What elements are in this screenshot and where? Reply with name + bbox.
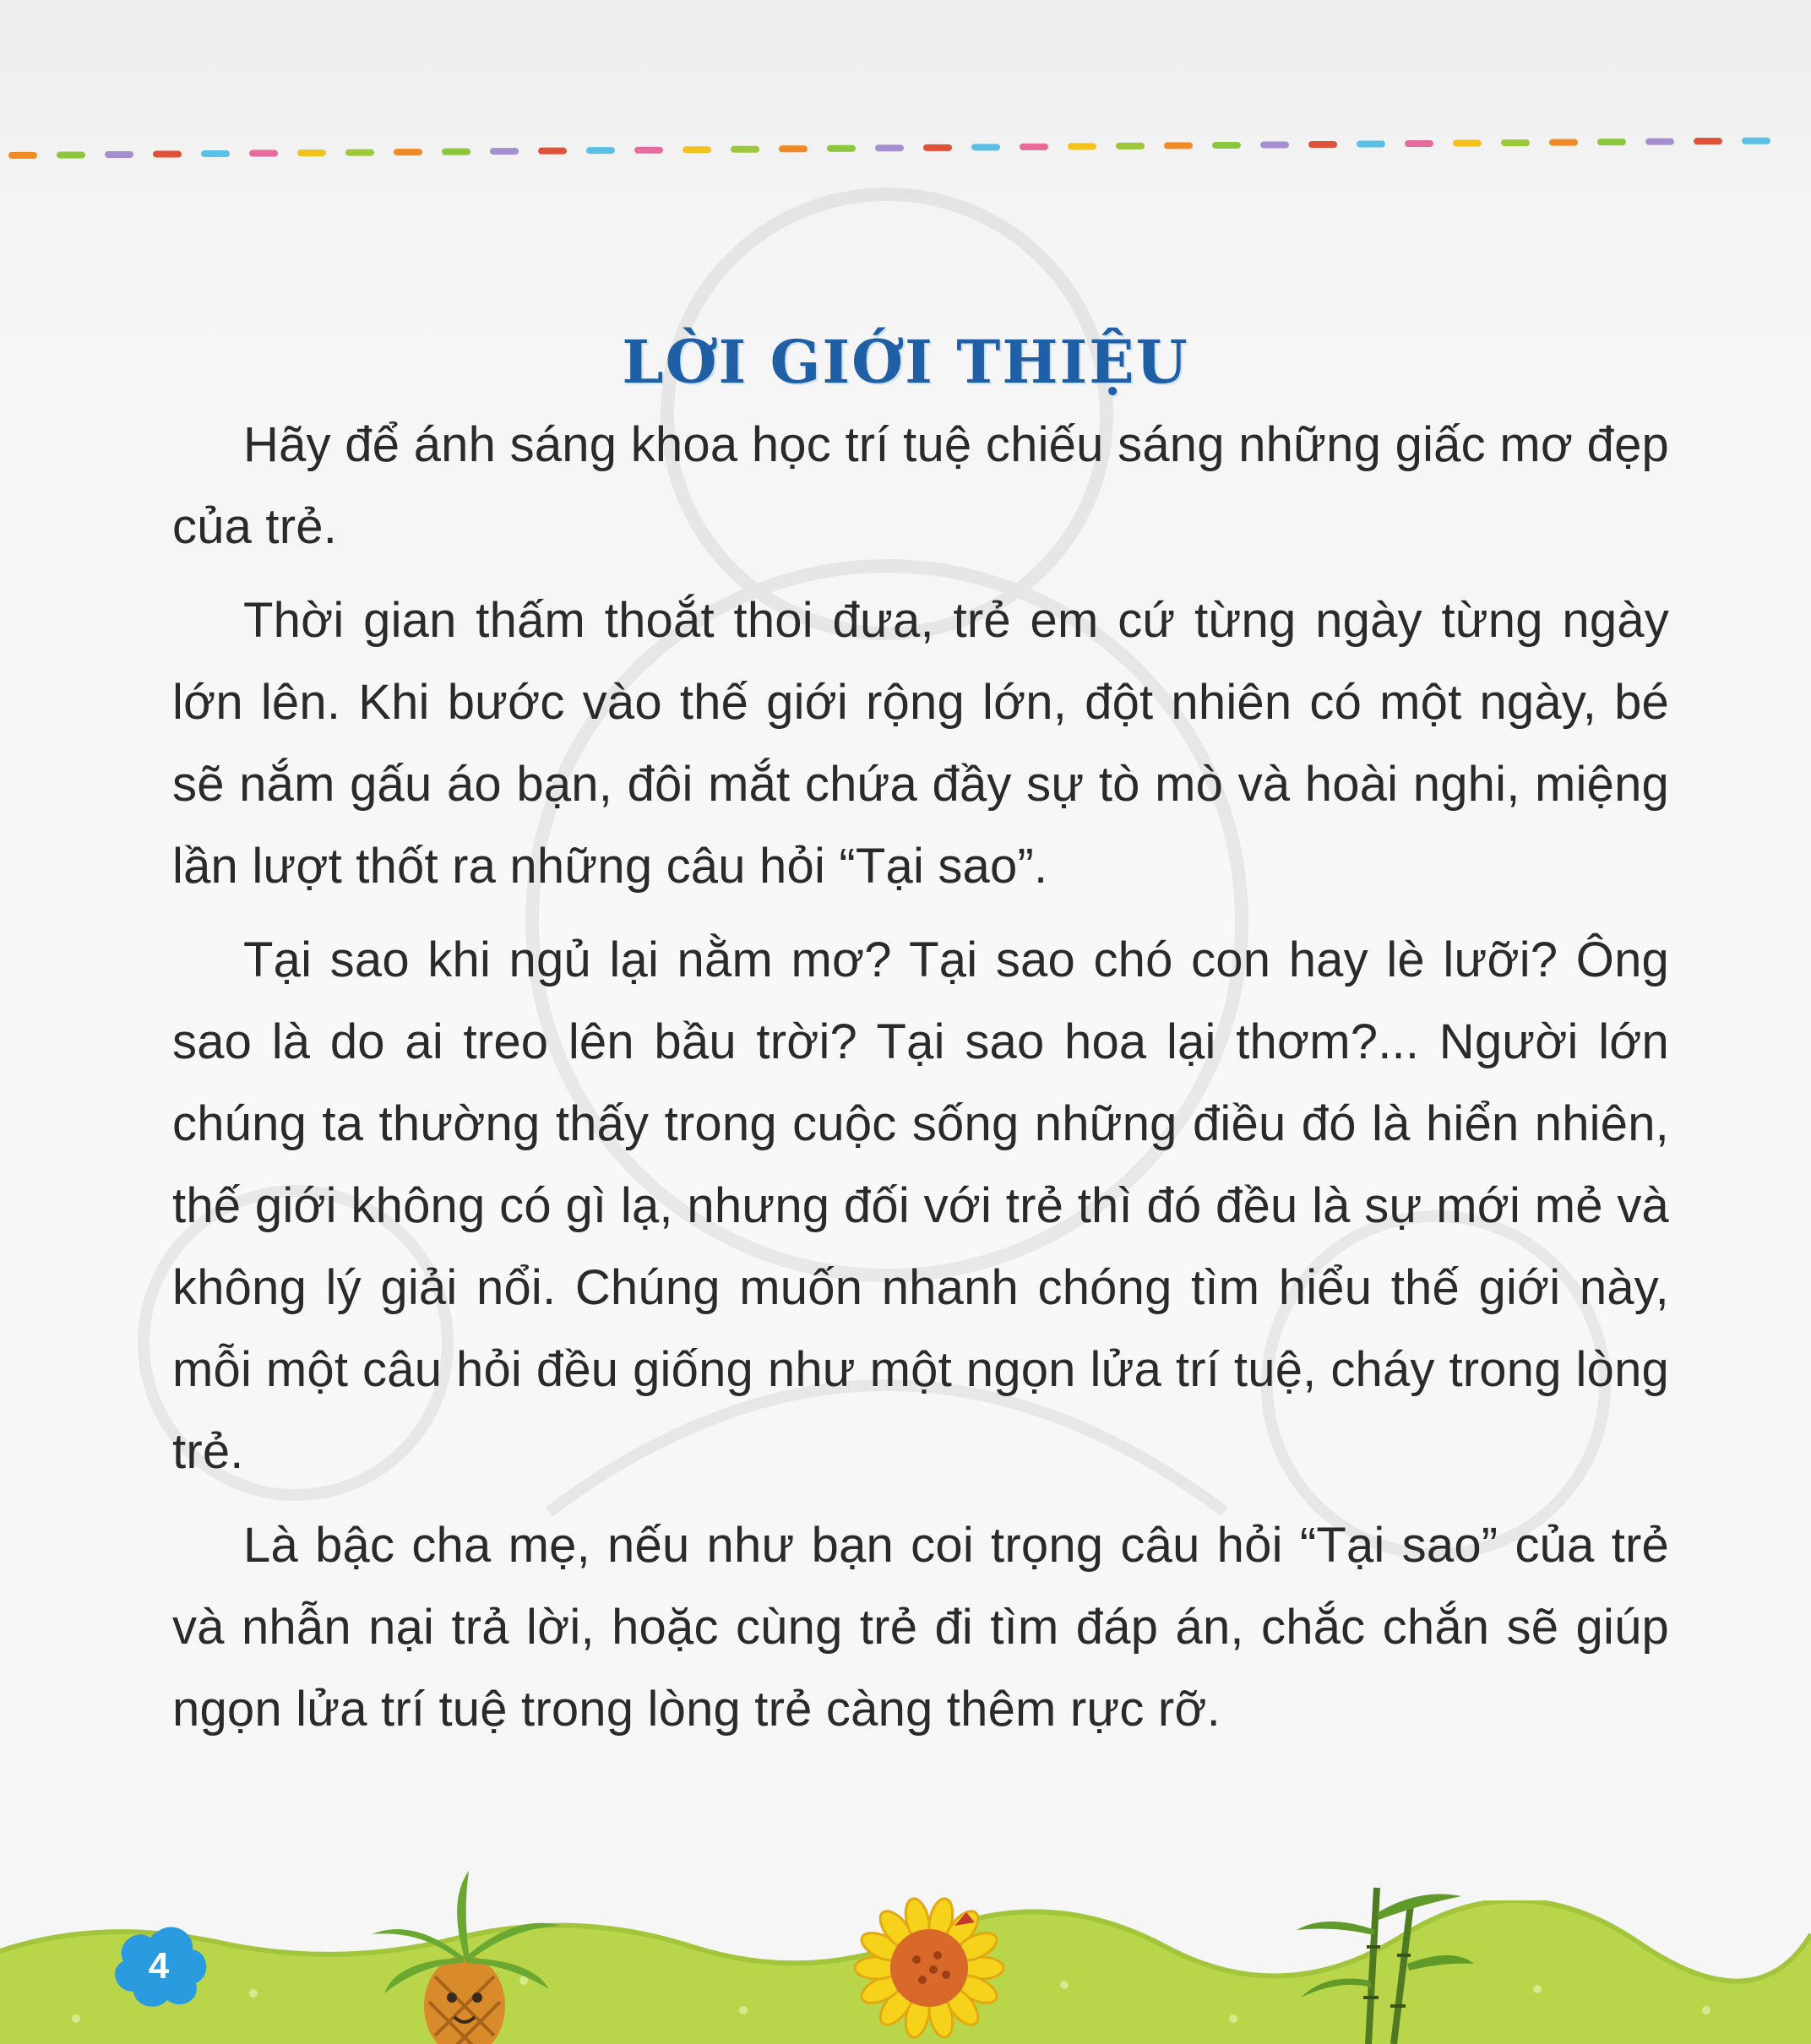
page-title: LỜI GIỚI THIỆU (622, 326, 1189, 397)
palm-tree-icon (363, 1867, 566, 2044)
intro-text (172, 404, 1669, 1762)
dash-segment (1597, 139, 1626, 145)
dash-segment (1308, 141, 1337, 148)
dash-segment (1116, 143, 1145, 149)
dash-segment (1501, 139, 1530, 146)
dash-segment (827, 145, 856, 152)
dash-segment (442, 149, 470, 155)
dash-segment (779, 145, 808, 152)
dash-segment (1260, 141, 1289, 148)
dash-segment (1068, 143, 1096, 149)
dash-segment (249, 150, 278, 157)
dash-segment (731, 146, 759, 153)
bamboo-icon (1292, 1879, 1478, 2044)
dash-segment (297, 149, 326, 156)
dash-segment (1694, 138, 1722, 144)
dash-segment (1357, 141, 1385, 148)
dash-segment (345, 149, 374, 156)
paragraph: Hãy để ánh sáng khoa học trí tuệ chiếu sáng những giấc mơ đẹp của trẻ. (172, 417, 1669, 554)
paragraph: Tại sao khi ngủ lại nằm mơ? Tại sao chó con hay lè lưỡi? Ông sao là do ai treo lên bầu trời? Tại sao hoa lại thơm?... Người lớn chúng ta thường thấy trong cuộc sống những điều đó là hiển nhiên, thế giới không có gì lạ, nhưng đối với trẻ thì đó đều là sự mới mẻ và không lý giải nổi. Chúng muốn nhanh chóng tìm hiểu thế giới này, mỗi một câu hỏi đều giống như một ngọn lửa trí tuệ, cháy trong lòng trẻ. (172, 932, 1669, 1479)
sunflower-icon (828, 1892, 1031, 2044)
dash-segment (1212, 142, 1241, 149)
dashed-border (0, 127, 1811, 160)
dash-segment (105, 151, 133, 158)
dash-segment (634, 147, 663, 154)
dash-segment (1742, 138, 1770, 144)
dash-segment (923, 144, 952, 151)
dash-segment (394, 149, 422, 155)
dash-segment (1164, 142, 1193, 149)
dash-segment (57, 151, 85, 158)
dash-segment (683, 146, 711, 153)
dash-segment (1453, 140, 1482, 147)
dash-segment (201, 150, 230, 157)
dash-segment (1549, 139, 1578, 146)
dash-segment (875, 144, 904, 151)
dash-segment (1645, 139, 1674, 145)
dash-segment (538, 148, 567, 155)
dash-segment (1405, 140, 1433, 147)
page-number: 4 (148, 1945, 170, 1987)
dash-segment (586, 147, 615, 154)
dash-segment (153, 150, 182, 157)
dash-segment (971, 144, 1000, 150)
paragraph: Là bậc cha mẹ, nếu như bạn coi trọng câu hỏi “Tại sao” của trẻ và nhẫn nại trả lời, hoặc cùng trẻ đi tìm đáp án, chắc chắn sẽ giúp ngọn lửa trí tuệ trong lòng trẻ càng thêm rực rỡ. (172, 1518, 1669, 1737)
dash-segment (1020, 144, 1048, 150)
paragraph: Thời gian thấm thoắt thoi đưa, trẻ em cứ từng ngày từng ngày lớn lên. Khi bước vào thế giới rộng lớn, đột nhiên có một ngày, bé sẽ nắm gấu áo bạn, đôi mắt chứa đầy sự tò mò và hoài nghi, miệng lần lượt thốt ra những câu hỏi “Tại sao”. (172, 593, 1669, 894)
dash-segment (490, 148, 519, 155)
dash-segment (8, 152, 37, 159)
